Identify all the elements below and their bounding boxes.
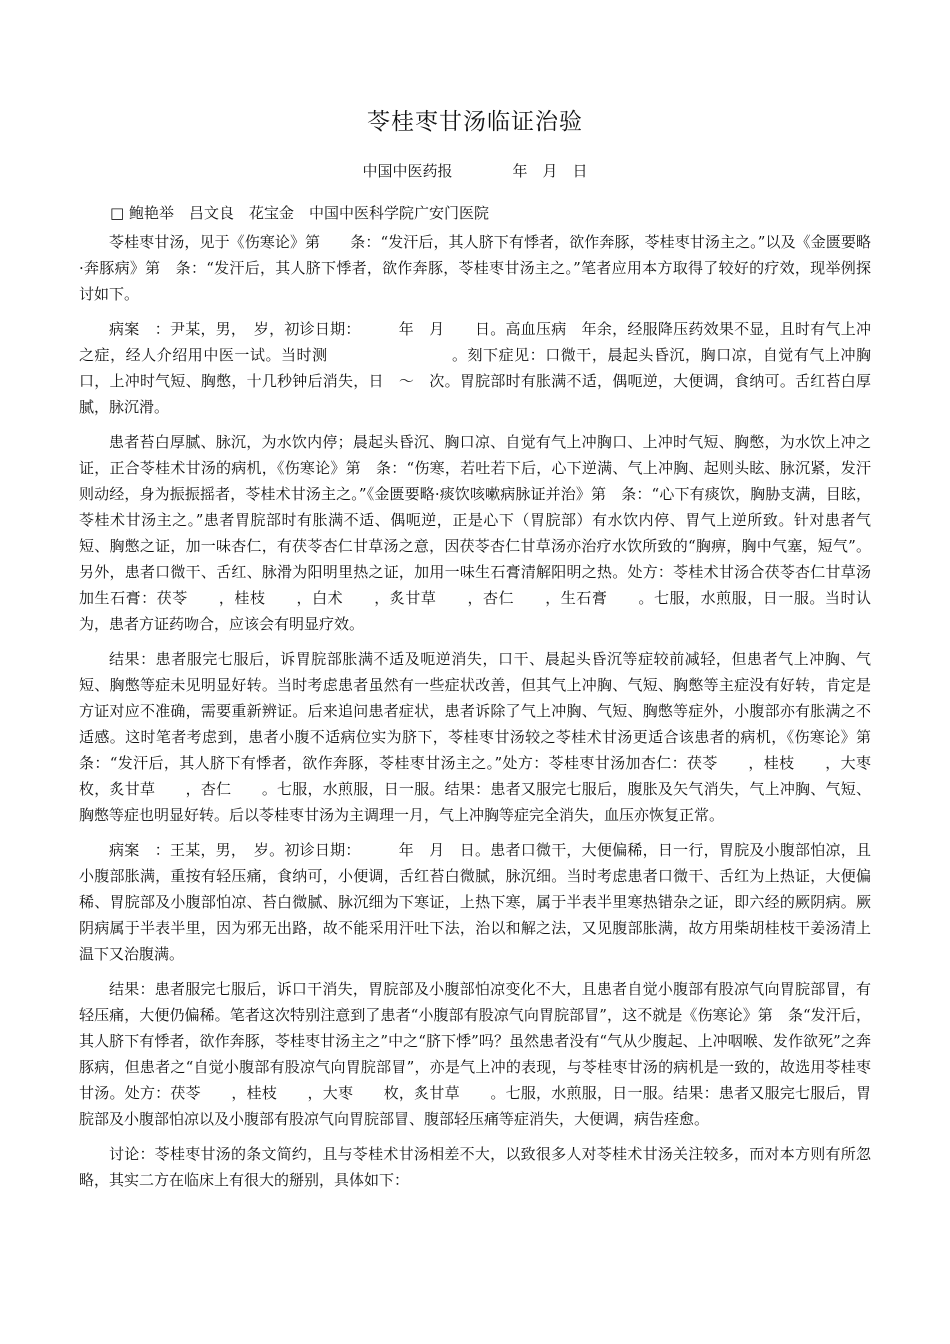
paragraph-case2: 病案 ：王某，男， 岁。初诊日期： 年 月 日。患者口微干，大便偏稀，日一行，胃脘及小腹部怕凉，且小腹部胀满，重按有轻压痛，食纳可，小便调，舌红苔白微腻，脉沉细。当时考虑患者口微干、舌红为上热证，大便偏稀、胃脘部及小腹部怕凉、苔白微腻、脉沉细为下寒证，上热下寒，属于半表半里寒热错杂之证，即六经的厥阴病。厥阴病属于半表半里，因为邪无出路，故不能采用汗吐下法，治以和解之法，又见腹部胀满，故方用柴胡桂枝干姜汤清上温下又治腹满。 — [79, 841, 871, 963]
paragraph-case1-result: 结果：患者服完七服后，诉胃脘部胀满不适及呃逆消失，口干、晨起头昏沉等症较前减轻，但患者气上冲胸、气短、胸憋等症未见明显好转。当时考虑患者虽然有一些症状改善，但其气上冲胸、气短、胸憋等主症没有好转，肯定是方证对应不准确，需要重新辨证。后来追问患者症状，患者诉除了气上冲胸、气短、胸憋等症外，小腹部亦有胀满之不适感。这时笔者考虑到，患者小腹不适病位实为脐下，苓桂枣甘汤较之苓桂术甘汤更适合该患者的病机，《伤寒论》第 条：“发汗后，其人脐下有悸者，欲作奔豚，苓桂枣甘汤主之。”处方：苓桂枣甘汤加杏仁：茯苓 ，桂枝 ，大枣 枚，炙甘草 ，杏仁 。七服，水煎服，日一服。结果：患者又服完七服后，腹胀及矢气消失，气上冲胸、气短、胸憋等症也明显好转。后以苓桂枣甘汤为主调理一月，气上冲胸等症完全消失，血压亦恢复正常。 — [79, 650, 902, 824]
author-line: □ 鲍艳举 吕文良 花宝金 中国中医科学院广安门医院 — [110, 204, 489, 222]
paragraph-discussion: 讨论：苓桂枣甘汤的条文简约，且与苓桂术甘汤相差不大，以致很多人对苓桂术甘汤关注较多，而对本方则有所忽略，其实二方在临床上有很大的掰别，具体如下： — [79, 1145, 871, 1189]
article-body — [79, 229, 902, 1202]
article-title: 苓桂枣甘汤临证治验 — [367, 109, 583, 135]
paragraph-case1: 病案 ：尹某，男， 岁，初诊日期： 年 月 日。高血压病 年余，经服降压药效果不显，且时有气上冲之症，经人介绍用中医一试。当时测 。刻下症见：口微干，晨起头昏沉，胸口凉，自觉有气上冲胸口，上冲时气短、胸憋，十几秒钟后消失，日 ～ 次。胃脘部时有胀满不适，偶呃逆，大便调，食纳可。舌红苔白厚腻，脉沉滑。 — [79, 320, 871, 416]
paragraph-case1-analysis: 患者苔白厚腻、脉沉，为水饮内停；晨起头昏沉、胸口凉、自觉有气上冲胸口、上冲时气短、胸憋，为水饮上冲之证，正合苓桂术甘汤的病机，《伤寒论》第 条：“伤寒，若吐若下后，心下逆满、气上冲胸、起则头眩、脉沉紧，发汗则动经，身为振振摇者，苓桂术甘汤主之。”《金匮要略·痰饮咳嗽病脉证并治》第 条：“心下有痰饮，胸胁支满，目眩，苓桂术甘汤主之。”患者胃脘部时有胀满不适、偶呃逆，正是心下（胃脘部）有水饮内停、胃气上逆所致。针对患者气短、胸憋之证，加一味杏仁，有茯苓杏仁甘草汤之意，因茯苓杏仁甘草汤亦治疗水饮所致的“胸痹，胸中气塞，短气”。另外，患者口微干、舌红、脉滑为阳明里热之证，加用一味生石膏清解阳明之热。处方：苓桂术甘汤合茯苓杏仁甘草汤加生石膏：茯苓 ，桂枝 ，白术 ，炙甘草 ，杏仁 ，生石膏 。七服，水煎服，日一服。当时认为，患者方证药吻合，应该会有明显疗效。 — [79, 433, 871, 633]
paragraph-case2-result: 结果：患者服完七服后，诉口干消失，胃脘部及小腹部怕凉变化不大，且患者自觉小腹部有股凉气向胃脘部冒，有轻压痛，大便仍偏稀。笔者这次特别注意到了患者“小腹部有股凉气向胃脘部冒”，这不就是《伤寒论》第 条“发汗后，其人脐下有悸者，欲作奔豚，苓桂枣甘汤主之”中之“脐下悸”吗？虽然患者没有“气从少腹起、上冲咽喉、发作欲死”之奔豚病，但患者之“自觉小腹部有股凉气向胃脘部冒”，亦是气上冲的表现，与苓桂枣甘汤的病机是一致的，故选用苓桂枣甘汤。处方：茯苓 ，桂枝 ，大枣 枚，炙甘草 。七服，水煎服，日一服。结果：患者又服完七服后，胃脘部及小腹部怕凉以及小腹部有股凉气向胃脘部冒、腹部轻压痛等症消失，大便调，病告痊愈。 — [79, 980, 871, 1128]
source-line: 中国中医药报 年 月 日 — [362, 162, 588, 180]
paragraph-intro: 苓桂枣甘汤，见于《伤寒论》第 条：“发汗后，其人脐下有悸者，欲作奔豚，苓桂枣甘汤主之。”以及《金匮要略·奔豚病》第 条：“发汗后，其人脐下悸者，欲作奔豚，苓桂枣甘汤主之。”笔者应用本方取得了较好的疗效，现举例探讨如下。 — [79, 233, 871, 303]
